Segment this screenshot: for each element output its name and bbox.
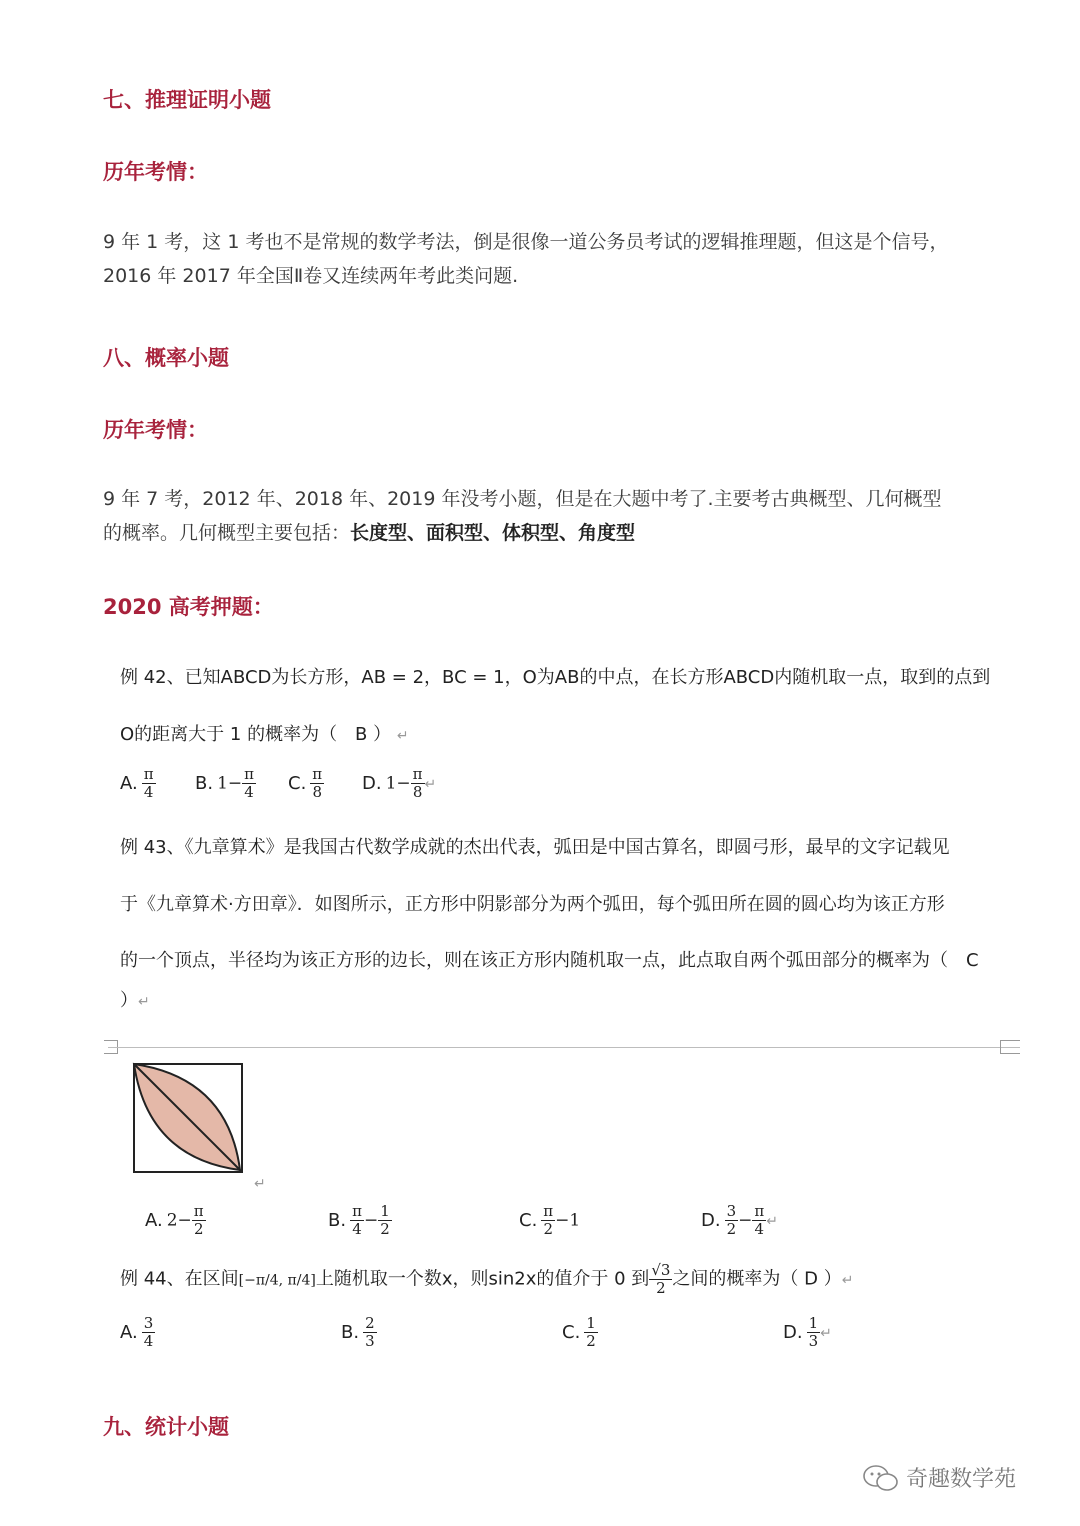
ex44-line: 例 44、在区间[−π/4, π/4]上随机取一个数x，则sin2x的值介于 0 到 $\frac{√3}{2}$ 之间的概率为（ D ）↵: [120, 1261, 854, 1297]
section7-para-line1: 9 年 1 考，这 1 考也不是常规的数学考法，倒是很像一道公务员考试的逻辑推理题，但这是个信号，: [103, 231, 949, 253]
ex43-option-b: B. $\frac{\pi}{4}$ − $\frac{1}{2}$: [328, 1202, 390, 1238]
section7-history-label: 历年考情：: [103, 160, 208, 184]
section8-para-line2: [103, 516, 635, 550]
ex42-line2: [120, 720, 409, 746]
ex44-option-a: A. $\frac{3}{4}$: [120, 1314, 154, 1350]
arc-field-figure: [132, 1062, 244, 1174]
section8-para-line1: 9 年 7 考，2012 年、2018 年、2019 年没考小题，但是在大题中考了.主要考古典概型、几何概型: [103, 488, 942, 510]
ex42-option-c: C. $\frac{\pi}{8}$: [288, 765, 323, 801]
return-mark: ↵: [396, 728, 409, 744]
ex44-option-c: C. $\frac{1}{2}$: [562, 1314, 596, 1350]
ex42-line2-text: O的距离大于 1 的概率为（ B ）: [120, 724, 392, 745]
ex44-option-d: D. $\frac{1}{3}$ ↵: [783, 1314, 832, 1350]
wechat-icon: [862, 1463, 900, 1493]
section7-para-line2: 2016 年 2017 年全国Ⅱ卷又连续两年考此类问题.: [103, 265, 519, 287]
ex43-line3: 的一个顶点，半径均为该正方形的边长，则在该正方形内随机取一点，此点取自两个弧田部分的概率为（ C: [120, 950, 979, 971]
page-break-rule: [108, 1047, 1020, 1048]
figure-return-mark: ↵: [254, 1176, 266, 1192]
section7-title: 七、推理证明小题: [103, 88, 271, 112]
ex43-line1: 例 43、《九章算术》是我国古代数学成就的杰出代表，弧田是中国古算名，即圆弓形，最早的文字记载见: [120, 837, 950, 858]
watermark: [862, 1462, 1016, 1493]
diagonal-line: [134, 1064, 242, 1172]
section8-para-line2-bold: 长度型、面积型、体积型、角度型: [350, 522, 636, 544]
section9-title: 九、统计小题: [103, 1415, 229, 1439]
ex44-option-b: B. $\frac{2}{3}$: [341, 1314, 375, 1350]
ex42-option-d: D. 1− $\frac{\pi}{8}$ ↵: [362, 765, 437, 801]
watermark-text: 奇趣数学苑: [906, 1467, 1017, 1492]
ex43-option-d: D. $\frac{3}{2}$ − $\frac{\pi}{4}$ ↵: [701, 1202, 778, 1238]
ex42-option-a: A. $\frac{\pi}{4}$: [120, 765, 154, 801]
ex43-line2: 于《九章算术·方田章》．如图所示，正方形中阴影部分为两个弧田，每个弧田所在圆的圆心均为该正方形: [120, 894, 945, 915]
predict-label: 2020 高考押题：: [103, 595, 274, 619]
ex43-line4: ）↵: [120, 990, 150, 1011]
section8-title: 八、概率小题: [103, 346, 229, 370]
section8-history-label: 历年考情：: [103, 418, 208, 442]
section8-para-line2-prefix: 的概率。几何概型主要包括：: [103, 522, 351, 544]
page-mark-right: [1000, 1040, 1020, 1054]
ex42-line1: 例 42、已知ABCD为长方形，AB = 2，BC = 1，O为AB的中点，在长方形ABCD内随机取一点，取到的点到: [120, 667, 991, 688]
ex43-option-a: A. 2− $\frac{\pi}{2}$: [145, 1202, 204, 1238]
ex42-option-b: B. 1− $\frac{\pi}{4}$: [195, 765, 254, 801]
ex43-option-c: C. $\frac{\pi}{2}$ −1: [519, 1202, 581, 1238]
